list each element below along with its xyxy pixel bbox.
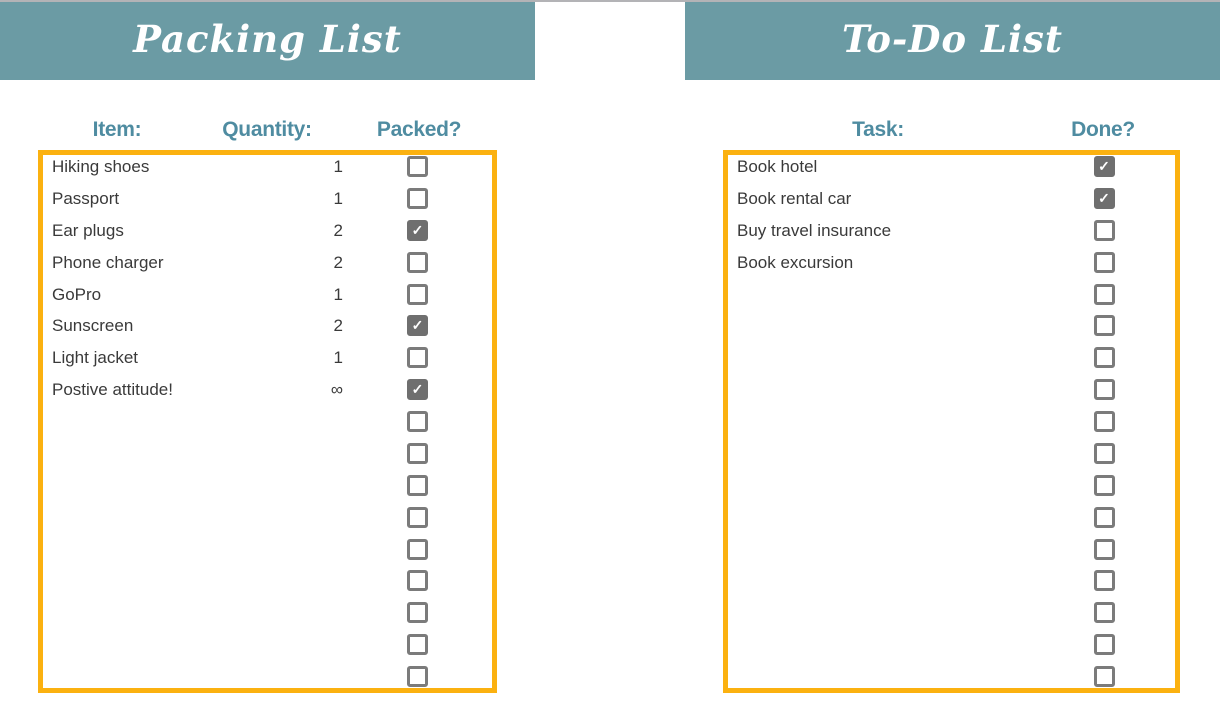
packing-row bbox=[43, 666, 492, 687]
packed-column-header: Packed? bbox=[376, 118, 462, 141]
packing-row bbox=[43, 443, 492, 464]
item-cell: Passport bbox=[52, 188, 120, 208]
checkbox-cell bbox=[1033, 602, 1175, 623]
packing-row bbox=[43, 570, 492, 591]
item-cell: GoPro bbox=[52, 284, 102, 304]
quantity-cell: 2 bbox=[333, 220, 343, 240]
packing-list-title: Packing List bbox=[133, 17, 402, 61]
done-checkbox[interactable] bbox=[1094, 634, 1115, 655]
todo-row bbox=[728, 634, 1175, 655]
todo-row bbox=[728, 347, 1175, 368]
packing-row bbox=[43, 475, 492, 496]
packed-checkbox[interactable] bbox=[407, 284, 428, 305]
done-checkbox[interactable] bbox=[1094, 315, 1115, 336]
checkbox-cell bbox=[1033, 220, 1175, 241]
packed-checkbox[interactable]: ✓ bbox=[407, 220, 428, 241]
todo-row bbox=[728, 220, 1175, 241]
packing-row bbox=[43, 411, 492, 432]
done-checkbox[interactable] bbox=[1094, 347, 1115, 368]
todo-row bbox=[728, 188, 1175, 209]
checkbox-cell bbox=[343, 315, 492, 336]
checkbox-cell bbox=[343, 666, 492, 687]
quantity-cell: 2 bbox=[333, 252, 343, 272]
quantity-cell: 1 bbox=[333, 188, 343, 208]
checkbox-cell bbox=[1033, 252, 1175, 273]
packing-row bbox=[43, 379, 492, 400]
checkbox-cell bbox=[1033, 347, 1175, 368]
packing-row bbox=[43, 220, 492, 241]
checkbox-cell bbox=[1033, 284, 1175, 305]
checkbox-cell bbox=[343, 347, 492, 368]
checkbox-cell bbox=[343, 411, 492, 432]
task-cell: Book rental car bbox=[737, 188, 852, 208]
quantity-cell: 2 bbox=[333, 316, 343, 336]
checkbox-cell bbox=[343, 188, 492, 209]
checkbox-cell bbox=[343, 475, 492, 496]
checkbox-cell bbox=[343, 379, 492, 400]
packed-checkbox[interactable] bbox=[407, 443, 428, 464]
quantity-cell: 1 bbox=[333, 348, 343, 368]
checkbox-cell bbox=[1033, 666, 1175, 687]
checkbox-cell bbox=[1033, 507, 1175, 528]
checkbox-cell bbox=[343, 507, 492, 528]
quantity-cell: 1 bbox=[333, 157, 343, 176]
packed-checkbox[interactable] bbox=[407, 411, 428, 432]
packing-row bbox=[43, 539, 492, 560]
packing-row bbox=[43, 188, 492, 209]
done-checkbox[interactable] bbox=[1094, 220, 1115, 241]
checkbox-cell bbox=[343, 634, 492, 655]
task-column-header: Task: bbox=[852, 118, 904, 141]
todo-list-title: To-Do List bbox=[842, 17, 1063, 61]
quantity-cell: 1 bbox=[333, 284, 343, 304]
item-cell: Light jacket bbox=[52, 348, 138, 368]
done-checkbox[interactable] bbox=[1094, 379, 1115, 400]
packing-list-banner bbox=[0, 2, 535, 80]
checkbox-cell bbox=[343, 570, 492, 591]
done-checkbox[interactable] bbox=[1094, 475, 1115, 496]
checkbox-cell bbox=[343, 443, 492, 464]
packed-checkbox[interactable] bbox=[407, 602, 428, 623]
checkbox-cell bbox=[1033, 188, 1175, 209]
done-checkbox[interactable]: ✓ bbox=[1094, 156, 1115, 177]
todo-list-box bbox=[723, 150, 1180, 693]
item-cell: Postive attitude! bbox=[52, 380, 173, 400]
checkbox-cell bbox=[343, 539, 492, 560]
checkbox-cell bbox=[1033, 570, 1175, 591]
item-cell: Ear plugs bbox=[52, 220, 124, 240]
packing-row bbox=[43, 315, 492, 336]
done-checkbox[interactable] bbox=[1094, 507, 1115, 528]
packing-row bbox=[43, 284, 492, 305]
done-checkbox[interactable] bbox=[1094, 602, 1115, 623]
todo-row bbox=[728, 507, 1175, 528]
todo-row bbox=[728, 379, 1175, 400]
packed-checkbox[interactable] bbox=[407, 539, 428, 560]
packed-checkbox[interactable] bbox=[407, 634, 428, 655]
quantity-column-header: Quantity: bbox=[222, 118, 312, 141]
todo-row bbox=[728, 156, 1175, 177]
packing-row bbox=[43, 602, 492, 623]
item-column-header: Item: bbox=[92, 118, 142, 141]
packing-row bbox=[43, 156, 492, 177]
done-checkbox[interactable] bbox=[1094, 443, 1115, 464]
item-cell: Sunscreen bbox=[52, 316, 134, 336]
checkbox-cell bbox=[343, 220, 492, 241]
todo-row bbox=[728, 252, 1175, 273]
todo-row bbox=[728, 570, 1175, 591]
done-checkbox[interactable] bbox=[1094, 570, 1115, 591]
checkbox-cell bbox=[343, 284, 492, 305]
todo-row bbox=[728, 284, 1175, 305]
packing-row bbox=[43, 634, 492, 655]
checkbox-cell bbox=[1033, 475, 1175, 496]
todo-row bbox=[728, 443, 1175, 464]
packing-list-box bbox=[38, 150, 497, 693]
packed-checkbox[interactable] bbox=[407, 347, 428, 368]
packed-checkbox[interactable]: ✓ bbox=[407, 315, 428, 336]
task-cell: Book excursion bbox=[737, 252, 854, 272]
checkbox-cell bbox=[343, 252, 492, 273]
todo-row bbox=[728, 315, 1175, 336]
packed-checkbox[interactable]: ✓ bbox=[407, 379, 428, 400]
packing-row bbox=[43, 347, 492, 368]
done-checkbox[interactable] bbox=[1094, 666, 1115, 687]
done-checkbox[interactable]: ✓ bbox=[1094, 188, 1115, 209]
packing-row bbox=[43, 252, 492, 273]
todo-row bbox=[728, 666, 1175, 687]
checkbox-cell bbox=[343, 602, 492, 623]
done-checkbox[interactable] bbox=[1094, 539, 1115, 560]
checkbox-cell bbox=[1033, 156, 1175, 177]
checkbox-cell bbox=[1033, 539, 1175, 560]
done-column-header: Done? bbox=[1071, 118, 1135, 141]
item-cell: Phone charger bbox=[52, 252, 164, 272]
packed-checkbox[interactable] bbox=[407, 188, 428, 209]
todo-list-banner bbox=[685, 2, 1220, 80]
task-cell: Book hotel bbox=[737, 157, 818, 176]
todo-row bbox=[728, 602, 1175, 623]
item-cell: Hiking shoes bbox=[52, 157, 150, 176]
packing-row bbox=[43, 507, 492, 528]
quantity-cell: ∞ bbox=[330, 380, 343, 400]
packed-checkbox[interactable] bbox=[407, 570, 428, 591]
done-checkbox[interactable] bbox=[1094, 411, 1115, 432]
todo-row bbox=[728, 539, 1175, 560]
todo-row bbox=[728, 475, 1175, 496]
checkbox-cell bbox=[1033, 379, 1175, 400]
todo-row bbox=[728, 411, 1175, 432]
checkbox-cell bbox=[1033, 634, 1175, 655]
checkbox-cell bbox=[1033, 411, 1175, 432]
packed-checkbox[interactable] bbox=[407, 475, 428, 496]
packed-checkbox[interactable] bbox=[407, 507, 428, 528]
checkbox-cell bbox=[343, 156, 492, 177]
packed-checkbox[interactable] bbox=[407, 666, 428, 687]
checkbox-cell bbox=[1033, 315, 1175, 336]
done-checkbox[interactable] bbox=[1094, 284, 1115, 305]
packed-checkbox[interactable] bbox=[407, 252, 428, 273]
packed-checkbox[interactable] bbox=[407, 156, 428, 177]
done-checkbox[interactable] bbox=[1094, 252, 1115, 273]
checkbox-cell bbox=[1033, 443, 1175, 464]
task-cell: Buy travel insurance bbox=[737, 220, 892, 240]
